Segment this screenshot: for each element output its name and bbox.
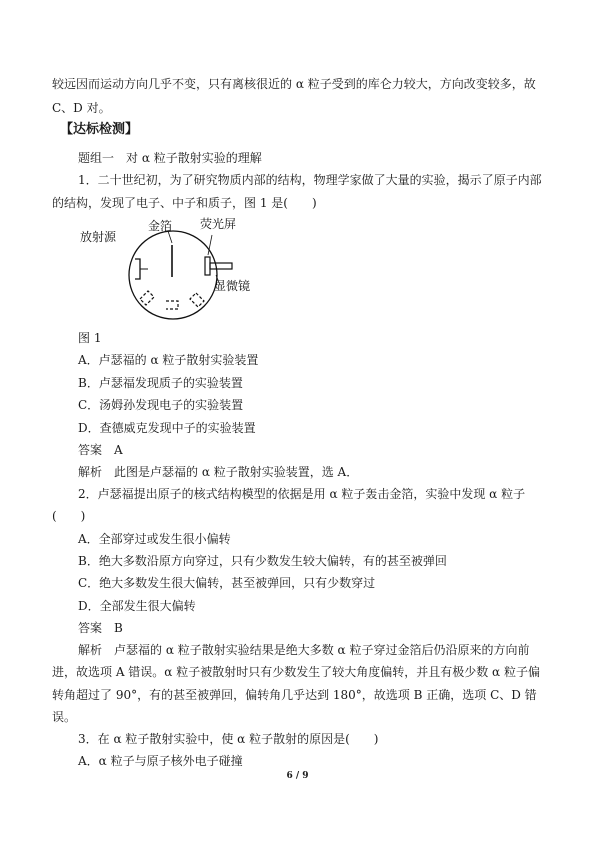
figure-label-foil: 金箔 xyxy=(148,219,173,233)
q2-option-a: A．全部穿过或发生很小偏转 xyxy=(78,532,231,546)
q1-option-b: B．卢瑟福发现质子的实验装置 xyxy=(78,376,243,390)
page-number: 6 / 9 xyxy=(286,771,309,781)
q2-explanation-cont: 误。 xyxy=(52,710,77,724)
q1-option-a: A．卢瑟福的 α 粒子散射实验装置 xyxy=(78,353,259,367)
q2-option-c: C．绝大多数发生很大偏转，甚至被弹回，只有少数穿过 xyxy=(78,576,376,590)
q2-option-d: D．全部发生很大偏转 xyxy=(78,599,196,613)
scattering-apparatus-figure xyxy=(78,213,258,325)
q3-option-a: A．α 粒子与原子核外电子碰撞 xyxy=(78,754,243,768)
vacuum-chamber-circle xyxy=(129,231,217,319)
figure-caption: 图 1 xyxy=(78,331,102,345)
q2-explanation-cont: 进，故选项 A 错误。α 粒子被散射时只有少数发生了较大角度偏转，并且有极少数 α 粒子偏 xyxy=(52,665,540,679)
q2-explanation-cont: 转角超过了 90°，有的甚至被弹回，偏转角几乎达到 180°，故选项 B 正确，选项 C、D 错 xyxy=(52,688,537,702)
q1-option-c: C．汤姆孙发现电子的实验装置 xyxy=(78,398,244,412)
question-2-text: 2．卢瑟福提出原子的核式结构模型的依据是用 α 粒子轰击金箔，实验中发现 α 粒子 xyxy=(78,487,526,501)
figure-label-microscope: 显微镜 xyxy=(214,279,251,293)
figure-label-source: 放射源 xyxy=(80,230,117,244)
q2-explanation: 解析 卢瑟福的 α 粒子散射实验结果是绝大多数 α 粒子穿过金箔后仍沿原来的方向前 xyxy=(78,643,530,657)
section-title: 【达标检测】 xyxy=(60,122,139,137)
figure-label-screen: 荧光屏 xyxy=(200,217,237,231)
question-3-text: 3．在 α 粒子散射实验中，使 α 粒子散射的原因是( ) xyxy=(78,732,379,746)
group-title: 题组一 对 α 粒子散射实验的理解 xyxy=(78,151,262,165)
question-2-text-cont: ( ) xyxy=(52,509,86,523)
detector-positions xyxy=(140,291,204,309)
microscope-tube xyxy=(210,263,232,269)
q2-option-b: B．绝大多数沿原方向穿过，只有少数发生较大偏转，有的甚至被弹回 xyxy=(78,554,447,568)
question-1-text-cont: 的结构，发现了电子、中子和质子，图 1 是( ) xyxy=(52,196,317,210)
question-1-text: 1．二十世纪初，为了研究物质内部的结构，物理学家做了大量的实验，揭示了原子内部 xyxy=(78,173,542,187)
radioactive-source-box xyxy=(135,259,140,279)
q1-explanation: 解析 此图是卢瑟福的 α 粒子散射实验装置，选 A． xyxy=(78,465,359,479)
paragraph-line: C、D 对。 xyxy=(52,101,111,115)
paragraph-line: 较远因而运动方向几乎不变，只有离核很近的 α 粒子受到的库仑力较大，方向改变较多，故 xyxy=(52,77,536,91)
q1-answer: 答案 A xyxy=(78,443,123,457)
q2-answer: 答案 B xyxy=(78,621,123,635)
q1-option-d: D．查德威克发现中子的实验装置 xyxy=(78,421,256,435)
fluorescent-screen xyxy=(205,257,210,275)
